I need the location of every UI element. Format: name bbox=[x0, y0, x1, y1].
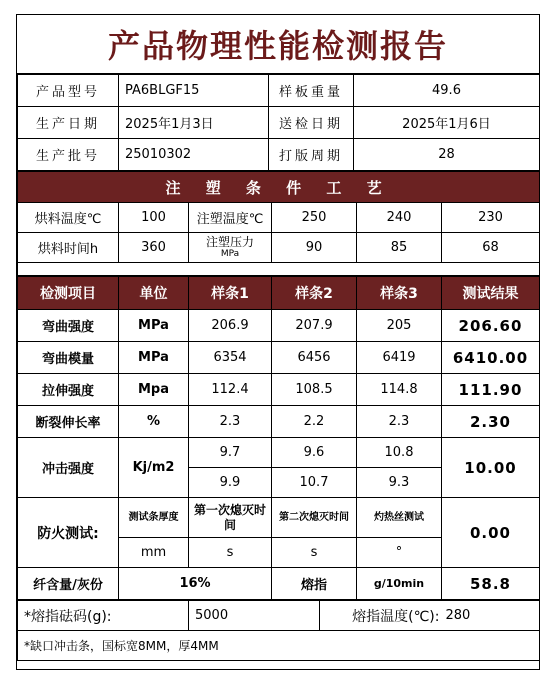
melt-weight-value: 5000 bbox=[189, 601, 320, 631]
impact-value: 9.7 bbox=[189, 438, 272, 468]
info-table bbox=[17, 74, 540, 171]
header-item: 检测项目 bbox=[18, 277, 119, 310]
cycle-label: 打版周期 bbox=[269, 139, 354, 171]
cycle-value: 28 bbox=[354, 139, 540, 171]
model-label: 产品型号 bbox=[18, 75, 119, 107]
footnote: *缺口冲击条，国标宽8MM，厚4MM bbox=[18, 631, 540, 661]
sample-weight-value: 49.6 bbox=[354, 75, 540, 107]
impact-unit: Kj/m2 bbox=[119, 438, 189, 498]
fire-glow-label: 灼热丝测试 bbox=[357, 498, 442, 538]
inj-pressure-2: 85 bbox=[357, 233, 442, 263]
fiber-value: 16% bbox=[119, 568, 272, 600]
test-name: 拉伸强度 bbox=[18, 374, 119, 406]
fire-result: 0.00 bbox=[442, 498, 540, 568]
melt-label: 熔指 bbox=[272, 568, 357, 600]
inj-temp-3: 230 bbox=[442, 203, 540, 233]
inj-pressure-3: 68 bbox=[442, 233, 540, 263]
inj-pressure-1: 90 bbox=[272, 233, 357, 263]
dry-time-value: 360 bbox=[119, 233, 189, 263]
inj-pressure-label bbox=[189, 233, 272, 263]
impact-value: 9.6 bbox=[272, 438, 357, 468]
inj-temp-label: 注塑温度℃ bbox=[189, 203, 272, 233]
test-result: 2.30 bbox=[442, 406, 540, 438]
dry-temp-label: 烘料温度℃ bbox=[18, 203, 119, 233]
test-name: 弯曲模量 bbox=[18, 342, 119, 374]
fiber-name: 纤含量/灰份 bbox=[18, 568, 119, 600]
tests-table bbox=[17, 276, 540, 600]
sample-weight-label: 样板重量 bbox=[269, 75, 354, 107]
impact-value: 9.9 bbox=[189, 468, 272, 498]
impact-row-1 bbox=[18, 438, 540, 468]
sample-value: 2.3 bbox=[189, 406, 272, 438]
melt-table bbox=[17, 600, 540, 661]
header-unit: 单位 bbox=[119, 277, 189, 310]
fire-first-label: 第一次熄灭时间 bbox=[189, 498, 272, 538]
table-row bbox=[18, 406, 540, 438]
melt-weight-label: *熔指砝码(g): bbox=[18, 601, 189, 631]
sample-value: 2.3 bbox=[357, 406, 442, 438]
prod-date-label: 生产日期 bbox=[18, 107, 119, 139]
fire-glow-unit: ° bbox=[357, 538, 442, 568]
inj-pressure-unit: MPa bbox=[220, 249, 240, 259]
melt-unit: g/10min bbox=[357, 568, 442, 600]
fire-thickness-label: 测试条厚度 bbox=[119, 498, 189, 538]
send-date-label: 送检日期 bbox=[269, 107, 354, 139]
test-result: 206.60 bbox=[442, 310, 540, 342]
batch-label: 生产批号 bbox=[18, 139, 119, 171]
impact-result: 10.00 bbox=[442, 438, 540, 498]
test-unit: Mpa bbox=[119, 374, 189, 406]
melt-temp-label: 熔指温度(℃): bbox=[320, 601, 440, 631]
dry-temp-value: 100 bbox=[119, 203, 189, 233]
sample-value: 2.2 bbox=[272, 406, 357, 438]
sample-value: 207.9 bbox=[272, 310, 357, 342]
impact-value: 10.8 bbox=[357, 438, 442, 468]
model-value: PA6BLGF15 bbox=[119, 75, 269, 107]
dry-time-label: 烘料时间h bbox=[18, 233, 119, 263]
send-date-value: 2025年1月6日 bbox=[354, 107, 540, 139]
header-sample-2: 样条2 bbox=[272, 277, 357, 310]
sample-value: 6354 bbox=[189, 342, 272, 374]
test-name: 断裂伸长率 bbox=[18, 406, 119, 438]
sample-value: 206.9 bbox=[189, 310, 272, 342]
batch-value: 25010302 bbox=[119, 139, 269, 171]
test-result: 111.90 bbox=[442, 374, 540, 406]
fire-second-label: 第二次熄灭时间 bbox=[272, 498, 357, 538]
melt-value: 58.8 bbox=[442, 568, 540, 600]
prod-date-value: 2025年1月3日 bbox=[119, 107, 269, 139]
table-row bbox=[18, 342, 540, 374]
header-result: 测试结果 bbox=[442, 277, 540, 310]
spacer-row bbox=[18, 263, 540, 276]
test-name: 弯曲强度 bbox=[18, 310, 119, 342]
header-sample-1: 样条1 bbox=[189, 277, 272, 310]
fire-row-1 bbox=[18, 498, 540, 538]
fire-name: 防火测试: bbox=[18, 498, 119, 568]
impact-name: 冲击强度 bbox=[18, 438, 119, 498]
test-unit: MPa bbox=[119, 310, 189, 342]
impact-value: 9.3 bbox=[357, 468, 442, 498]
header-sample-3: 样条3 bbox=[357, 277, 442, 310]
inj-temp-1: 250 bbox=[272, 203, 357, 233]
fiber-row bbox=[18, 568, 540, 600]
table-row bbox=[18, 310, 540, 342]
test-unit: MPa bbox=[119, 342, 189, 374]
test-report bbox=[16, 14, 540, 670]
test-unit: % bbox=[119, 406, 189, 438]
report-title: 产品物理性能检测报告 bbox=[17, 15, 539, 74]
sample-value: 114.8 bbox=[357, 374, 442, 406]
impact-value: 10.7 bbox=[272, 468, 357, 498]
inj-temp-2: 240 bbox=[357, 203, 442, 233]
melt-temp-value: 280 bbox=[440, 601, 540, 631]
sample-value: 6456 bbox=[272, 342, 357, 374]
process-title: 注 塑 条 件 工 艺 bbox=[18, 172, 540, 203]
inj-pressure-text: 注塑压力 bbox=[205, 235, 254, 249]
table-row bbox=[18, 374, 540, 406]
sample-value: 108.5 bbox=[272, 374, 357, 406]
fire-first-unit: s bbox=[189, 538, 272, 568]
sample-value: 6419 bbox=[357, 342, 442, 374]
fire-thickness-unit: mm bbox=[119, 538, 189, 568]
process-table bbox=[17, 171, 540, 276]
fire-second-unit: s bbox=[272, 538, 357, 568]
sample-value: 112.4 bbox=[189, 374, 272, 406]
sample-value: 205 bbox=[357, 310, 442, 342]
test-result: 6410.00 bbox=[442, 342, 540, 374]
